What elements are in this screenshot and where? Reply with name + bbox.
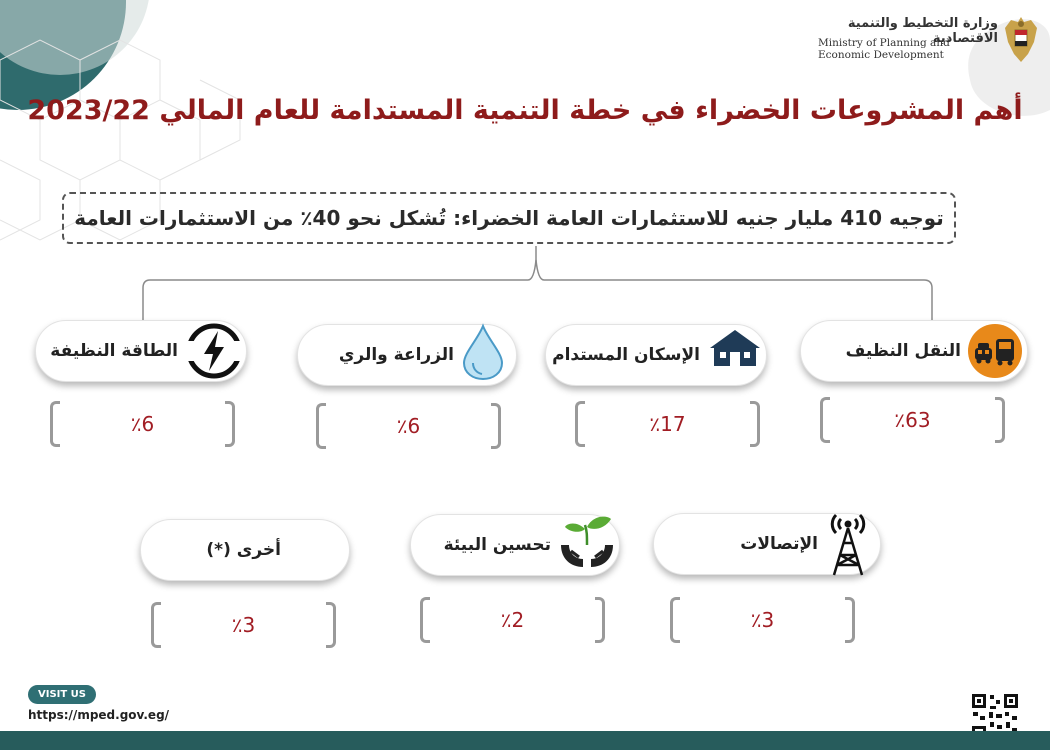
- bracket-left: [316, 403, 326, 449]
- bracket-right: [995, 397, 1005, 443]
- sector-label: الإسكان المستدام: [552, 345, 700, 365]
- sector-pill-sustainable-housing: [545, 324, 767, 386]
- sector-label: الإتصالات: [740, 534, 818, 554]
- footer-bar: [0, 731, 1050, 750]
- bracket-right: [845, 597, 855, 643]
- hands-plant-icon: [557, 511, 617, 573]
- percent-value: ٪6: [130, 412, 155, 436]
- water-drop-icon: [460, 323, 506, 381]
- percent-value: ٪6: [396, 414, 421, 438]
- bracket-right: [225, 401, 235, 447]
- bracket-right: [750, 401, 760, 447]
- sector-pill-clean-transport: [800, 320, 1028, 382]
- bracket-left: [575, 401, 585, 447]
- summary-box: توجيه 410 مليار جنيه للاستثمارات العامة الخضراء: تُشكل نحو 40٪ من الاستثمارات العامة: [62, 192, 956, 244]
- sector-pill-agriculture-irrigation: [297, 324, 517, 386]
- bracket-left: [420, 597, 430, 643]
- sector-pill-telecommunications: [653, 513, 881, 575]
- page-title: أهم المشروعات الخضراء في خطة التنمية المستدامة للعام المالي 2023/22: [27, 95, 1023, 126]
- percent-bracket-other: [151, 602, 336, 648]
- bracket-left: [670, 597, 680, 643]
- visit-us-button[interactable]: VISIT US: [28, 685, 96, 704]
- percent-bracket-clean-transport: [820, 397, 1005, 443]
- percent-bracket-agriculture-irrigation: [316, 403, 501, 449]
- vehicles-icon: [967, 323, 1023, 379]
- sector-label: الطاقة النظيفة: [50, 341, 178, 361]
- sector-pill-other: [140, 519, 350, 581]
- bracket-left: [820, 397, 830, 443]
- percent-value: ٪63: [894, 408, 931, 432]
- website-link[interactable]: https://mped.gov.eg/: [28, 708, 170, 722]
- bracket-right: [595, 597, 605, 643]
- lightning-icon: [184, 321, 244, 381]
- sector-label: أخرى (*): [206, 540, 281, 560]
- connector-lines: [0, 0, 1050, 340]
- ministry-name-arabic: وزارة التخطيط والتنمية الاقتصادية: [847, 16, 998, 46]
- percent-bracket-environment-improvement: [420, 597, 605, 643]
- sector-label: النقل النظيف: [845, 341, 961, 361]
- sector-pill-clean-energy: [35, 320, 247, 382]
- percent-bracket-sustainable-housing: [575, 401, 760, 447]
- bracket-left: [50, 401, 60, 447]
- percent-value: ٪17: [649, 412, 686, 436]
- percent-value: ٪3: [231, 613, 256, 637]
- bracket-left: [151, 602, 161, 648]
- sector-label: الزراعة والري: [338, 345, 454, 365]
- sector-label: تحسين البيئة: [443, 535, 551, 555]
- percent-value: ٪3: [750, 608, 775, 632]
- percent-value: ٪2: [500, 608, 525, 632]
- percent-bracket-telecommunications: [670, 597, 855, 643]
- ministry-name-english: Ministry of Planning and Economic Development: [818, 37, 950, 61]
- bracket-right: [326, 602, 336, 648]
- percent-bracket-clean-energy: [50, 401, 235, 447]
- house-icon: [706, 326, 764, 370]
- bracket-right: [491, 403, 501, 449]
- antenna-tower-icon: [824, 509, 872, 581]
- sector-pill-environment-improvement: [410, 514, 620, 576]
